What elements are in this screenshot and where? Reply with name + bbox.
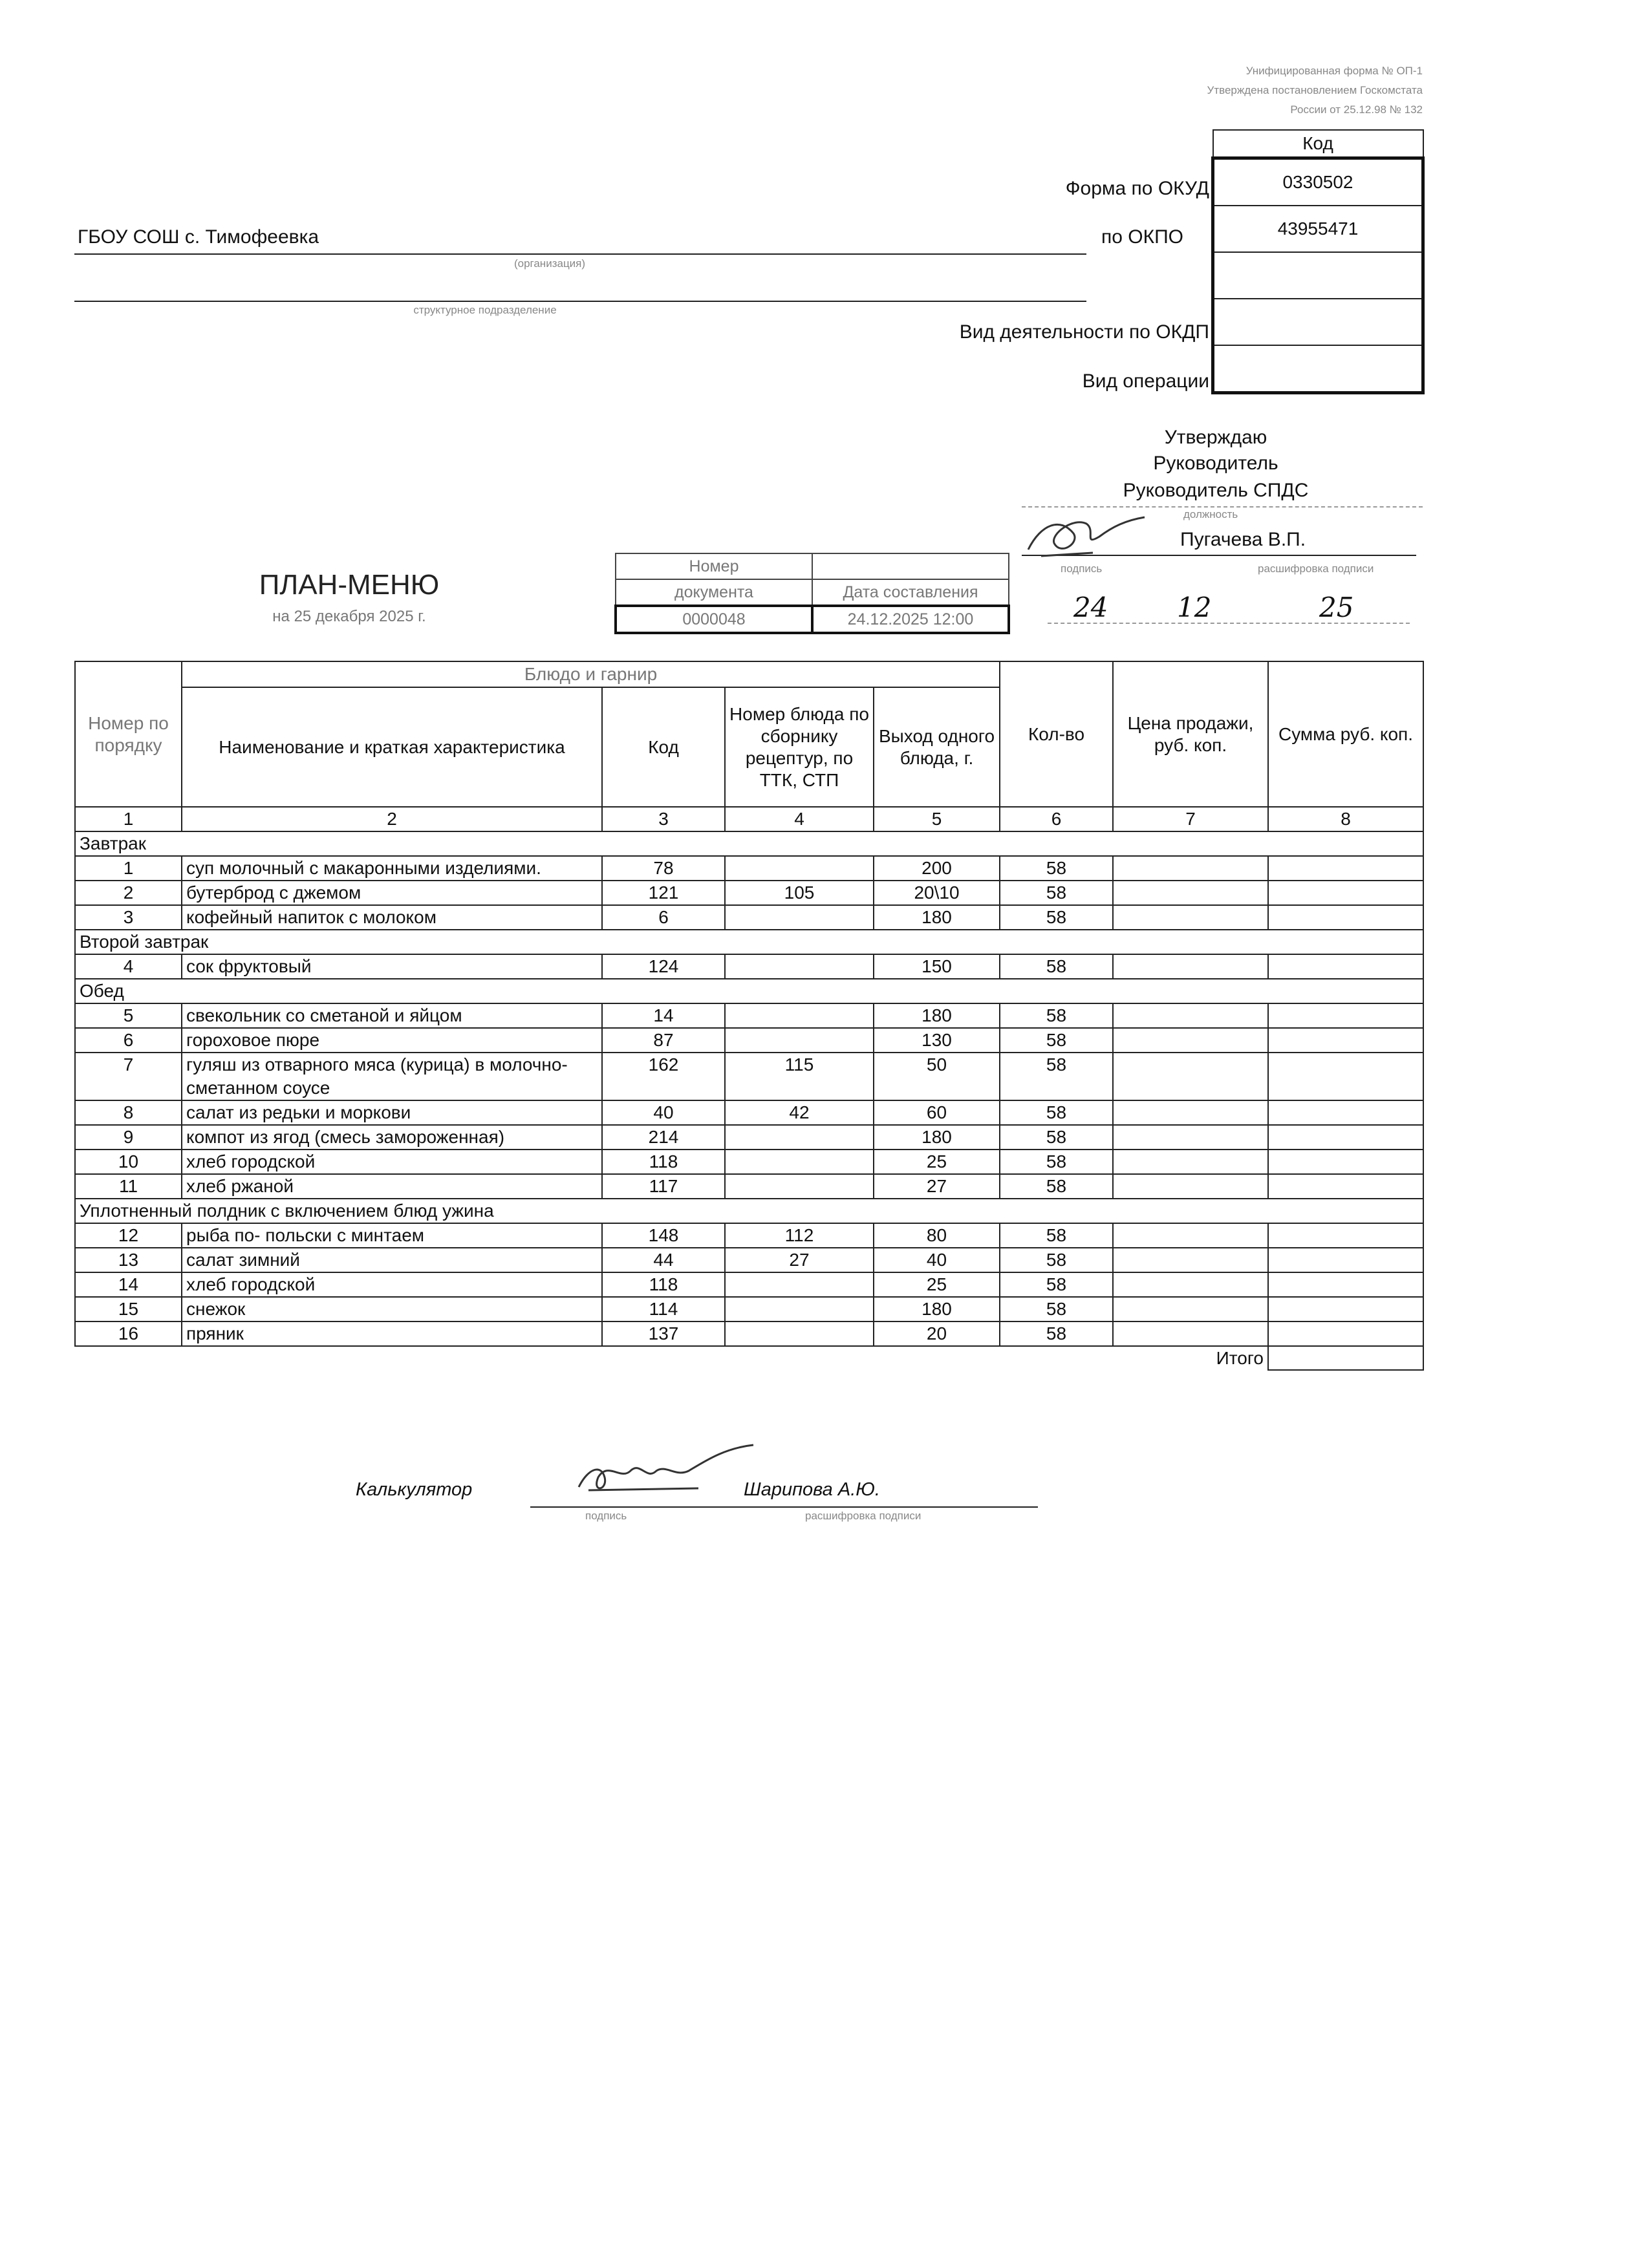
menu-table bbox=[74, 661, 1424, 1371]
dish-yield: 180 bbox=[874, 1125, 1000, 1150]
organization-name: ГБОУ СОШ с. Тимофеевка bbox=[78, 226, 319, 248]
dish-name: свекольник со сметаной и яйцом bbox=[182, 1003, 602, 1028]
table-row bbox=[75, 1053, 1423, 1100]
row-number: 10 bbox=[75, 1150, 182, 1174]
dish-code: 14 bbox=[602, 1003, 725, 1028]
okdp-value bbox=[1213, 299, 1423, 345]
dish-price bbox=[1113, 1272, 1268, 1297]
row-number: 4 bbox=[75, 954, 182, 979]
dish-sum bbox=[1268, 1003, 1423, 1028]
row-number: 5 bbox=[75, 1003, 182, 1028]
calculator-decode-caption: расшифровка подписи bbox=[805, 1510, 921, 1522]
approval-day: 24 bbox=[1073, 592, 1108, 623]
dish-price bbox=[1113, 881, 1268, 905]
dish-name: пряник bbox=[182, 1321, 602, 1346]
okpo-value: 43955471 bbox=[1213, 206, 1423, 252]
dish-sum bbox=[1268, 856, 1423, 881]
table-row bbox=[75, 856, 1423, 881]
approval-note-1: Унифицированная форма № ОП-1 bbox=[1245, 65, 1423, 77]
approval-month: 12 bbox=[1177, 592, 1212, 623]
dish-code: 44 bbox=[602, 1248, 725, 1272]
header-recipe: Номер блюда по сборнику рецептур, по ТТК, СТП bbox=[725, 687, 874, 807]
docnum-val2: 24.12.2025 12:00 bbox=[812, 606, 1009, 633]
approver-name: Пугачева В.П. bbox=[1180, 529, 1306, 550]
dish-qty: 58 bbox=[1000, 1321, 1113, 1346]
dish-yield: 25 bbox=[874, 1150, 1000, 1174]
total-value bbox=[1268, 1346, 1423, 1370]
dish-sum bbox=[1268, 1125, 1423, 1150]
dish-name: рыба по- польски с минтаем bbox=[182, 1223, 602, 1248]
subdivision-underline bbox=[74, 301, 1086, 302]
section-title: Обед bbox=[75, 979, 1423, 1003]
page-title: ПЛАН-МЕНЮ bbox=[259, 569, 440, 601]
total-label: Итого bbox=[75, 1346, 1268, 1370]
dish-code: 114 bbox=[602, 1297, 725, 1321]
approve-position: Руководитель СПДС bbox=[1123, 480, 1309, 501]
dish-qty: 58 bbox=[1000, 1100, 1113, 1125]
recipe-number bbox=[725, 1272, 874, 1297]
dish-yield: 20\10 bbox=[874, 881, 1000, 905]
approval-date-line bbox=[1048, 623, 1410, 624]
dish-price bbox=[1113, 1297, 1268, 1321]
approval-note-2: Утверждена постановлением Госкомстата bbox=[1207, 84, 1423, 96]
organization-caption: (организация) bbox=[513, 257, 586, 270]
dish-code: 40 bbox=[602, 1100, 725, 1125]
dish-sum bbox=[1268, 1272, 1423, 1297]
dish-yield: 200 bbox=[874, 856, 1000, 881]
dish-name: хлеб городской bbox=[182, 1150, 602, 1174]
dish-name: кофейный напиток с молоком bbox=[182, 905, 602, 930]
dish-name: снежок bbox=[182, 1297, 602, 1321]
dish-yield: 150 bbox=[874, 954, 1000, 979]
document-number-box bbox=[614, 553, 1010, 634]
row-number: 13 bbox=[75, 1248, 182, 1272]
table-row bbox=[75, 881, 1423, 905]
recipe-number: 115 bbox=[725, 1053, 874, 1100]
table-row bbox=[75, 1248, 1423, 1272]
dish-price bbox=[1113, 1150, 1268, 1174]
table-row bbox=[75, 1272, 1423, 1297]
dish-sum bbox=[1268, 1150, 1423, 1174]
page-date-line: на 25 декабря 2025 г. bbox=[272, 608, 426, 625]
section-title: Уплотненный полдник с включением блюд ужина bbox=[75, 1199, 1423, 1223]
dish-code: 162 bbox=[602, 1053, 725, 1100]
dish-sum bbox=[1268, 881, 1423, 905]
calculator-label: Калькулятор bbox=[356, 1479, 473, 1500]
dish-qty: 58 bbox=[1000, 1150, 1113, 1174]
approval-year: 25 bbox=[1319, 592, 1354, 623]
table-row bbox=[75, 1003, 1423, 1028]
recipe-number bbox=[725, 1150, 874, 1174]
dish-qty: 58 bbox=[1000, 1028, 1113, 1053]
dish-yield: 40 bbox=[874, 1248, 1000, 1272]
approver-sign-caption: подпись bbox=[1061, 562, 1103, 575]
row-number: 11 bbox=[75, 1174, 182, 1199]
dish-code: 124 bbox=[602, 954, 725, 979]
row-number: 12 bbox=[75, 1223, 182, 1248]
row-number: 16 bbox=[75, 1321, 182, 1346]
subdivision-caption: структурное подразделение bbox=[413, 304, 557, 316]
dish-sum bbox=[1268, 1100, 1423, 1125]
table-row bbox=[75, 1150, 1423, 1174]
dish-yield: 130 bbox=[874, 1028, 1000, 1053]
dish-qty: 58 bbox=[1000, 954, 1113, 979]
dish-yield: 27 bbox=[874, 1174, 1000, 1199]
dish-qty: 58 bbox=[1000, 1297, 1113, 1321]
dish-qty: 58 bbox=[1000, 1223, 1113, 1248]
dish-qty: 58 bbox=[1000, 881, 1113, 905]
column-numbers-row bbox=[75, 807, 1423, 831]
recipe-number bbox=[725, 1028, 874, 1053]
recipe-number bbox=[725, 1174, 874, 1199]
recipe-number bbox=[725, 954, 874, 979]
empty-code-cell bbox=[1213, 252, 1423, 299]
dish-price bbox=[1113, 905, 1268, 930]
calculator-sign-caption: подпись bbox=[585, 1510, 627, 1522]
dish-qty: 58 bbox=[1000, 1248, 1113, 1272]
dish-yield: 20 bbox=[874, 1321, 1000, 1346]
dish-name: хлеб ржаной bbox=[182, 1174, 602, 1199]
dish-price bbox=[1113, 1174, 1268, 1199]
dish-qty: 58 bbox=[1000, 905, 1113, 930]
position-caption: должность bbox=[1183, 508, 1238, 520]
dish-qty: 58 bbox=[1000, 1053, 1113, 1100]
recipe-number: 42 bbox=[725, 1100, 874, 1125]
header-num: Номер по порядку bbox=[75, 661, 182, 807]
header-code: Код bbox=[602, 687, 725, 807]
dish-name: бутерброд с джемом bbox=[182, 881, 602, 905]
dish-yield: 80 bbox=[874, 1223, 1000, 1248]
dish-price bbox=[1113, 1003, 1268, 1028]
okud-value: 0330502 bbox=[1213, 158, 1423, 206]
approver-signature-icon bbox=[1015, 498, 1164, 569]
dish-price bbox=[1113, 856, 1268, 881]
dish-price bbox=[1113, 1028, 1268, 1053]
dish-code: 214 bbox=[602, 1125, 725, 1150]
header-price: Цена продажи, руб. коп. bbox=[1113, 661, 1268, 807]
recipe-number bbox=[725, 905, 874, 930]
approval-date bbox=[1048, 592, 1410, 624]
code-header: Код bbox=[1213, 130, 1423, 158]
table-row bbox=[75, 1174, 1423, 1199]
row-number: 14 bbox=[75, 1272, 182, 1297]
dish-yield: 180 bbox=[874, 1003, 1000, 1028]
table-row bbox=[75, 1125, 1423, 1150]
recipe-number bbox=[725, 1003, 874, 1028]
table-row bbox=[75, 1321, 1423, 1346]
dish-yield: 180 bbox=[874, 1297, 1000, 1321]
dish-sum bbox=[1268, 905, 1423, 930]
dish-sum bbox=[1268, 1174, 1423, 1199]
recipe-number bbox=[725, 856, 874, 881]
okud-label: Форма по ОКУД bbox=[1065, 178, 1209, 199]
header-yield: Выход одного блюда, г. bbox=[874, 687, 1000, 807]
recipe-number bbox=[725, 1125, 874, 1150]
dish-sum bbox=[1268, 954, 1423, 979]
row-number: 1 bbox=[75, 856, 182, 881]
docnum-col1: документа bbox=[616, 579, 812, 606]
approve-label: Утверждаю bbox=[1164, 427, 1267, 448]
menu-table-body bbox=[75, 831, 1423, 1346]
docnum-val1: 0000048 bbox=[616, 606, 812, 633]
dish-code: 137 bbox=[602, 1321, 725, 1346]
dish-name: салат зимний bbox=[182, 1248, 602, 1272]
okdp-label: Вид деятельности по ОКДП bbox=[959, 321, 1209, 343]
col-num: 6 bbox=[1000, 807, 1113, 831]
dish-sum bbox=[1268, 1248, 1423, 1272]
dish-name: гуляш из отварного мяса (курица) в молочно-сметанном соусе bbox=[182, 1053, 602, 1100]
dish-code: 87 bbox=[602, 1028, 725, 1053]
recipe-number bbox=[725, 1321, 874, 1346]
docnum-col2: Дата составления bbox=[812, 579, 1009, 606]
row-number: 7 bbox=[75, 1053, 182, 1100]
approver-decode-caption: расшифровка подписи bbox=[1258, 562, 1374, 575]
col-num: 3 bbox=[602, 807, 725, 831]
header-name: Наименование и краткая характеристика bbox=[182, 687, 602, 807]
section-title: Завтрак bbox=[75, 831, 1423, 856]
dish-price bbox=[1113, 1248, 1268, 1272]
col-num: 4 bbox=[725, 807, 874, 831]
recipe-number: 105 bbox=[725, 881, 874, 905]
table-row bbox=[75, 1100, 1423, 1125]
section-row bbox=[75, 930, 1423, 954]
col-num: 8 bbox=[1268, 807, 1423, 831]
calculator-signature-icon bbox=[569, 1442, 763, 1506]
section-row bbox=[75, 1199, 1423, 1223]
dish-code: 121 bbox=[602, 881, 725, 905]
table-row bbox=[75, 1223, 1423, 1248]
dish-code: 6 bbox=[602, 905, 725, 930]
approval-note-3: России от 25.12.98 № 132 bbox=[1290, 103, 1423, 116]
row-number: 3 bbox=[75, 905, 182, 930]
section-row bbox=[75, 831, 1423, 856]
calculator-underline bbox=[530, 1506, 1038, 1508]
section-title: Второй завтрак bbox=[75, 930, 1423, 954]
dish-price bbox=[1113, 1053, 1268, 1100]
dish-name: компот из ягод (смесь замороженная) bbox=[182, 1125, 602, 1150]
dish-code: 78 bbox=[602, 856, 725, 881]
col-num: 2 bbox=[182, 807, 602, 831]
dish-qty: 58 bbox=[1000, 1272, 1113, 1297]
calculator-name: Шарипова А.Ю. bbox=[744, 1479, 880, 1500]
dish-qty: 58 bbox=[1000, 856, 1113, 881]
docnum-header: Номер bbox=[616, 553, 812, 579]
dish-yield: 25 bbox=[874, 1272, 1000, 1297]
table-row bbox=[75, 1297, 1423, 1321]
dish-sum bbox=[1268, 1053, 1423, 1100]
col-num: 5 bbox=[874, 807, 1000, 831]
dish-sum bbox=[1268, 1223, 1423, 1248]
dish-code: 117 bbox=[602, 1174, 725, 1199]
approve-head: Руководитель bbox=[1153, 453, 1278, 474]
col-num: 1 bbox=[75, 807, 182, 831]
col-num: 7 bbox=[1113, 807, 1268, 831]
dish-sum bbox=[1268, 1297, 1423, 1321]
code-box bbox=[1211, 129, 1425, 394]
dish-sum bbox=[1268, 1028, 1423, 1053]
header-sum: Сумма руб. коп. bbox=[1268, 661, 1423, 807]
dish-name: хлеб городской bbox=[182, 1272, 602, 1297]
docnum-empty bbox=[812, 553, 1009, 579]
dish-name: салат из редьки и моркови bbox=[182, 1100, 602, 1125]
dish-qty: 58 bbox=[1000, 1174, 1113, 1199]
operation-value bbox=[1213, 345, 1423, 393]
section-row bbox=[75, 979, 1423, 1003]
row-number: 6 bbox=[75, 1028, 182, 1053]
dish-yield: 60 bbox=[874, 1100, 1000, 1125]
dish-name: сок фруктовый bbox=[182, 954, 602, 979]
dish-name: суп молочный с макаронными изделиями. bbox=[182, 856, 602, 881]
header-dish: Блюдо и гарнир bbox=[182, 661, 1000, 687]
table-row bbox=[75, 905, 1423, 930]
row-number: 8 bbox=[75, 1100, 182, 1125]
dish-sum bbox=[1268, 1321, 1423, 1346]
row-number: 9 bbox=[75, 1125, 182, 1150]
table-row bbox=[75, 1028, 1423, 1053]
header-qty: Кол-во bbox=[1000, 661, 1113, 807]
table-row bbox=[75, 954, 1423, 979]
recipe-number: 112 bbox=[725, 1223, 874, 1248]
dish-yield: 50 bbox=[874, 1053, 1000, 1100]
row-number: 2 bbox=[75, 881, 182, 905]
row-number: 15 bbox=[75, 1297, 182, 1321]
operation-label: Вид операции bbox=[1082, 370, 1209, 392]
dish-code: 118 bbox=[602, 1272, 725, 1297]
dish-code: 118 bbox=[602, 1150, 725, 1174]
recipe-number: 27 bbox=[725, 1248, 874, 1272]
okpo-label: по ОКПО bbox=[1101, 226, 1183, 248]
dish-price bbox=[1113, 1125, 1268, 1150]
dish-name: гороховое пюре bbox=[182, 1028, 602, 1053]
dish-price bbox=[1113, 1223, 1268, 1248]
dish-code: 148 bbox=[602, 1223, 725, 1248]
dish-price bbox=[1113, 954, 1268, 979]
organization-underline bbox=[74, 253, 1086, 255]
recipe-number bbox=[725, 1297, 874, 1321]
dish-price bbox=[1113, 1100, 1268, 1125]
dish-yield: 180 bbox=[874, 905, 1000, 930]
dish-price bbox=[1113, 1321, 1268, 1346]
dish-qty: 58 bbox=[1000, 1125, 1113, 1150]
dish-qty: 58 bbox=[1000, 1003, 1113, 1028]
